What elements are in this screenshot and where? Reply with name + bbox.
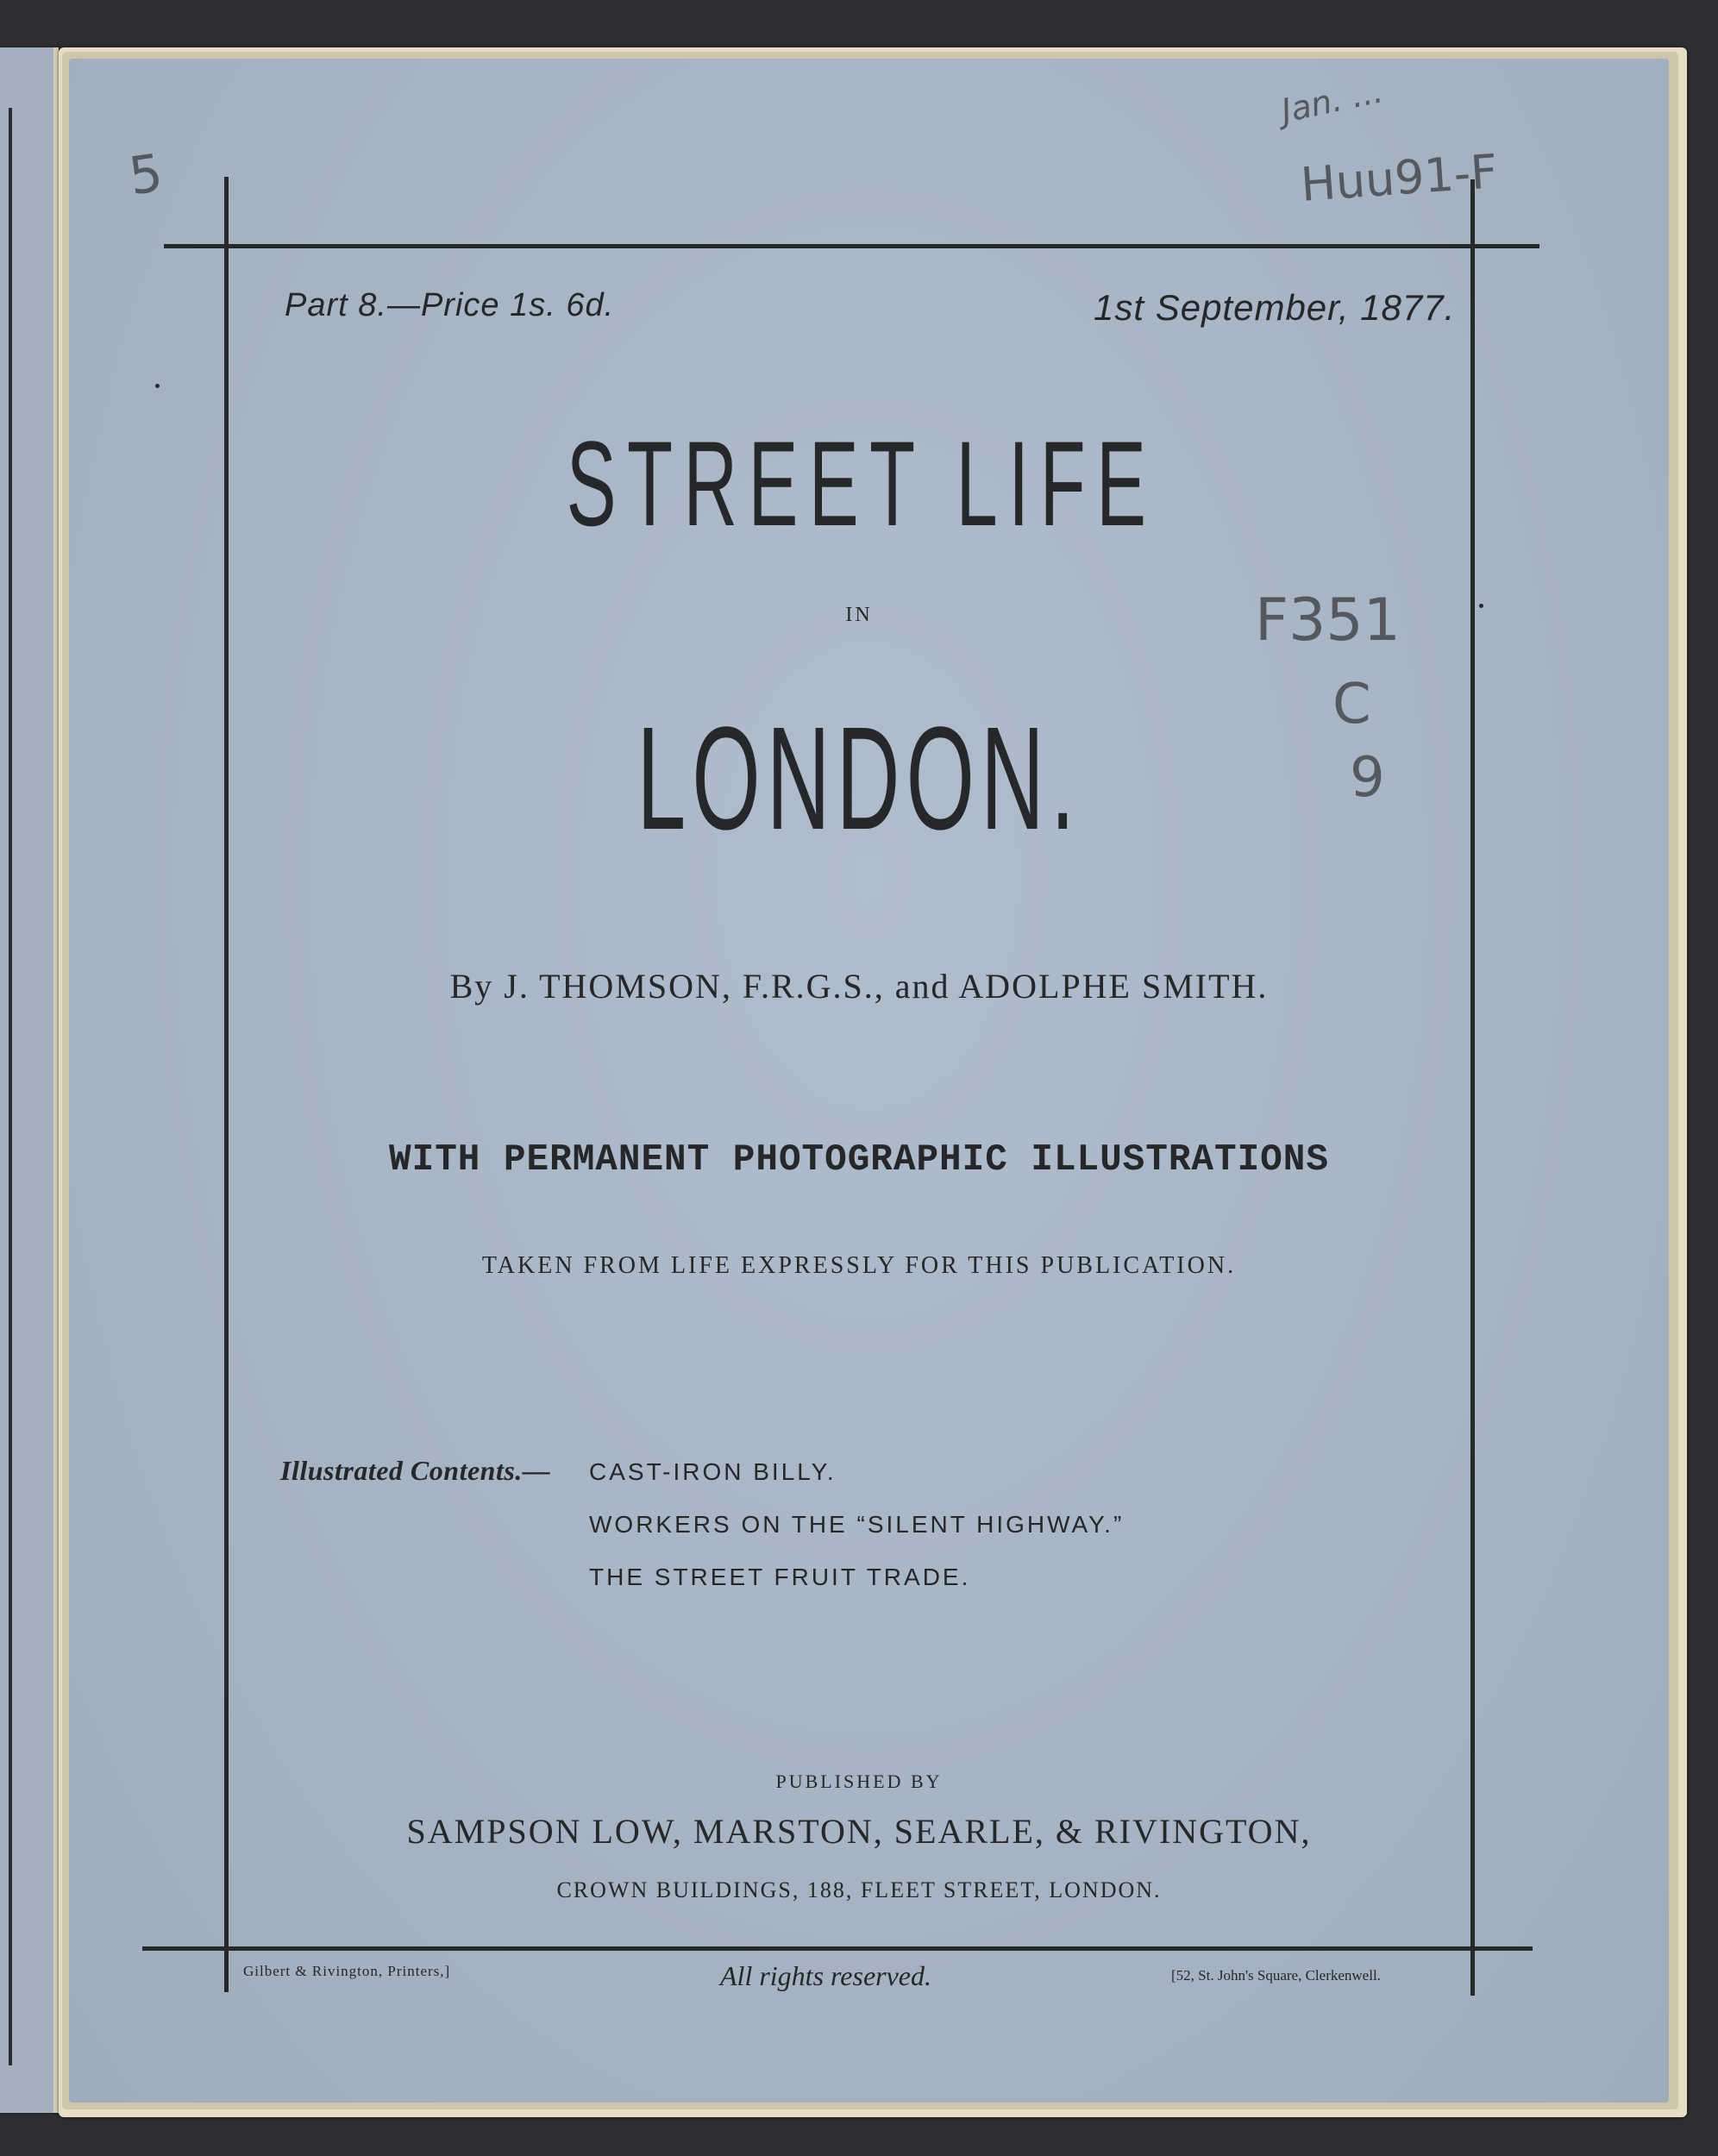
contents-item: CAST-IRON BILLY. — [589, 1458, 837, 1485]
authors: By J. THOMSON, F.R.G.S., and ADOLPHE SMITH. — [449, 967, 1269, 1006]
handwritten-note: Jan. ... — [1277, 72, 1387, 130]
publisher-name: SAMPSON LOW, MARSTON, SEARLE, & RIVINGTON, — [406, 1812, 1312, 1851]
title-line-1: STREET LIFE — [566, 416, 1157, 551]
subtitle-line: TAKEN FROM LIFE EXPRESSLY FOR THIS PUBLICATION. — [481, 1252, 1237, 1279]
publisher-address: CROWN BUILDINGS, 188, FLEET STREET, LONDON. — [556, 1877, 1162, 1902]
printers-credit: Gilbert & Rivington, Printers,] — [243, 1963, 451, 1979]
handwritten-number: 5 — [125, 142, 166, 208]
border-rule-right — [1470, 179, 1475, 1996]
rights-notice: All rights reserved. — [720, 1960, 931, 1991]
published-by: PUBLISHED BY — [775, 1771, 943, 1792]
subtitle: WITH PERMANENT PHOTOGRAPHIC ILLUSTRATIONS — [389, 1138, 1329, 1181]
border-rule-top — [164, 244, 1539, 248]
issue-date: 1st September, 1877. — [1094, 287, 1456, 328]
handwritten-shelfmark: 9 — [1350, 746, 1385, 810]
speck — [155, 384, 160, 388]
border-rule-bottom — [142, 1946, 1533, 1951]
handwritten-shelfmark: Huu91-F — [1299, 144, 1500, 212]
printer-address: [52, St. John's Square, Clerkenwell. — [1171, 1967, 1381, 1984]
contents-item: WORKERS ON THE “SILENT HIGHWAY.” — [589, 1511, 1125, 1538]
contents-item: THE STREET FRUIT TRADE. — [589, 1564, 971, 1590]
handwritten-shelfmark: F351 — [1255, 586, 1401, 655]
title-connector: IN — [845, 604, 873, 626]
handwritten-shelfmark: C — [1332, 673, 1371, 736]
title-page — [69, 59, 1669, 2103]
part-price: Part 8.—Price 1s. 6d. — [285, 287, 615, 323]
left-facing-page — [0, 47, 59, 2113]
border-rule-left — [224, 177, 229, 1992]
title-line-2: LONDON. — [636, 697, 1082, 861]
contents-heading: Illustrated Contents.— — [280, 1455, 551, 1486]
